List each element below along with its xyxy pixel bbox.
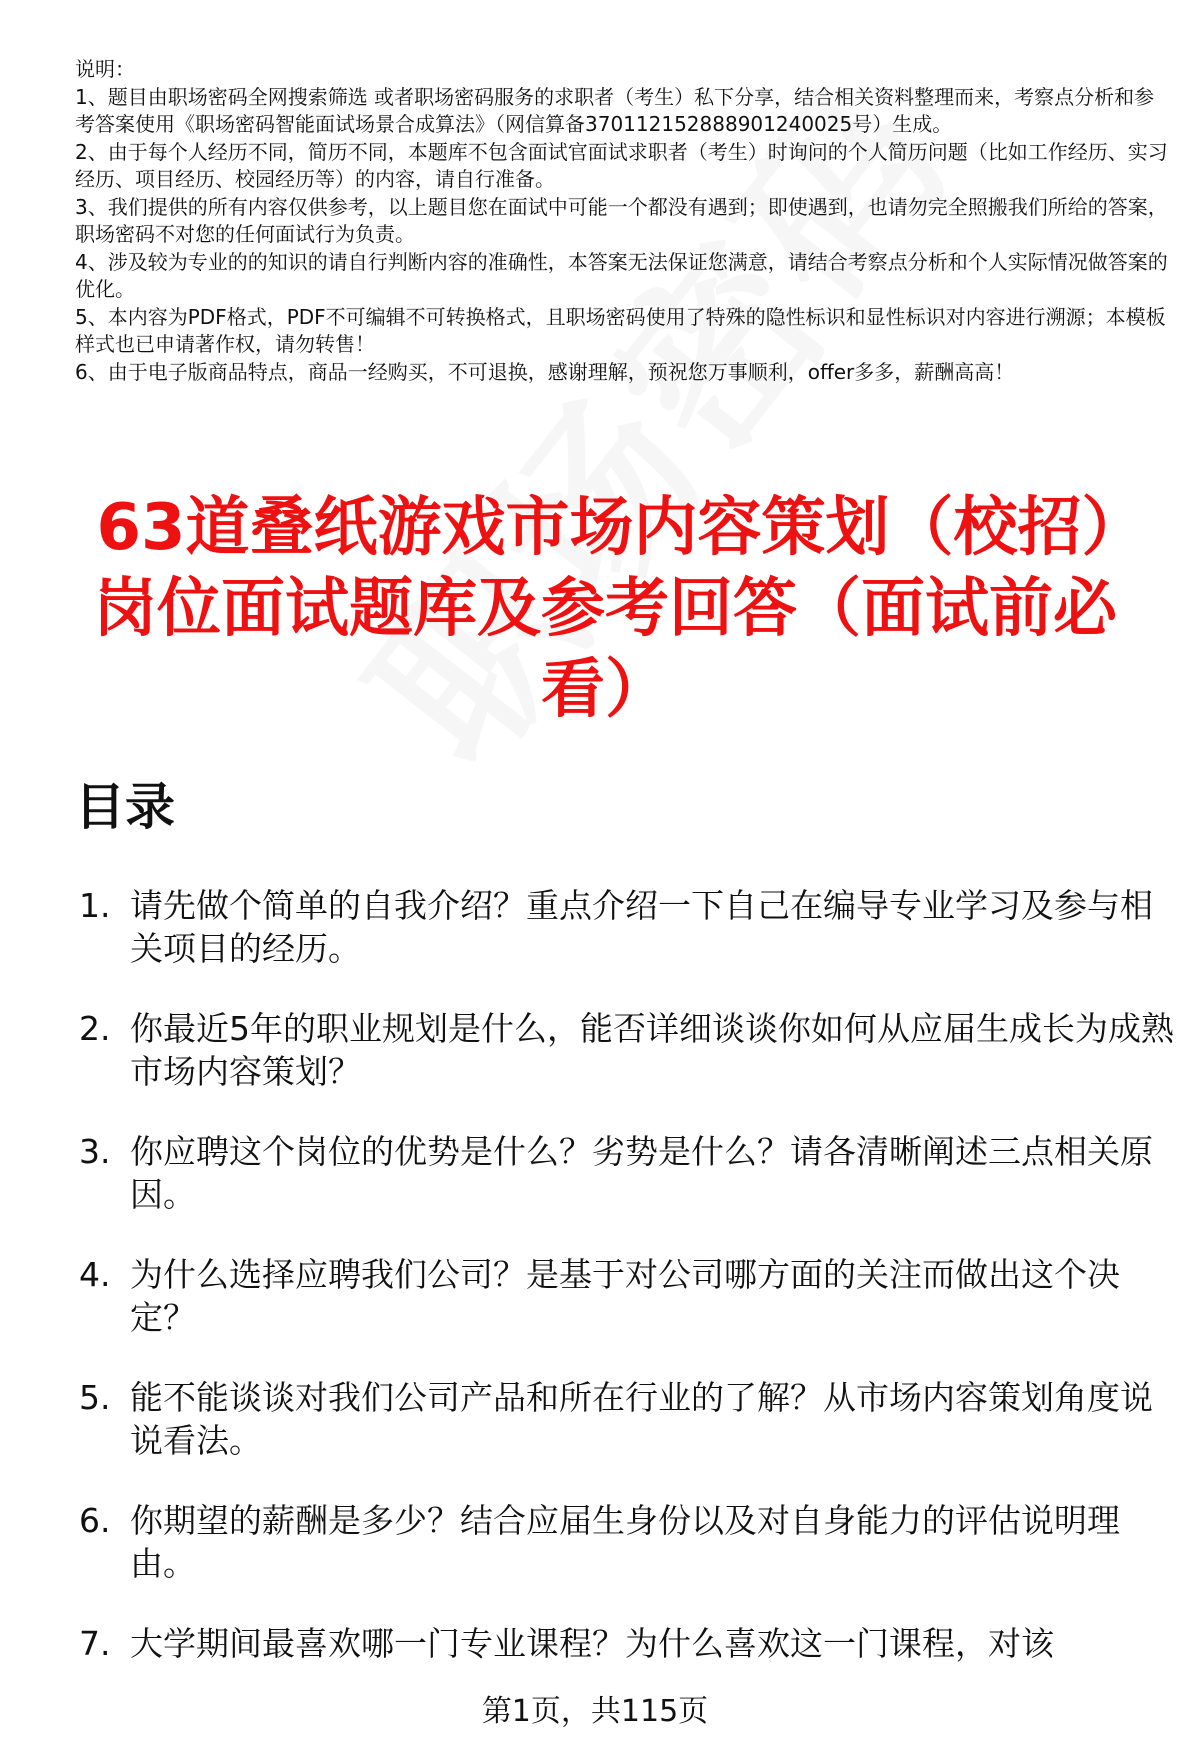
toc-item[interactable] [75,884,1175,970]
toc-list [75,884,1175,1702]
note-item-6: 6、由于电子版商品特点，商品一经购买，不可退换，感谢理解，预祝您万事顺利，offer多多，薪酬高高！ [75,359,1015,384]
toc-item-number: 6. [79,1501,111,1540]
toc-heading: 目录 [75,778,175,836]
toc-item-number: 2. [79,1009,111,1048]
toc-item[interactable] [75,1499,1175,1585]
toc-item-number: 3. [79,1132,111,1171]
toc-item[interactable] [75,1376,1175,1462]
toc-item[interactable] [75,1007,1175,1093]
toc-item-text: 为什么选择应聘我们公司？是基于对公司哪方面的关注而做出这个决定？ [130,1255,1120,1337]
toc-item-text: 大学期间最喜欢哪一门专业课程？为什么喜欢这一门课程，对该 [130,1624,1054,1663]
toc-item-text: 你应聘这个岗位的优势是什么？劣势是什么？请各清晰阐述三点相关原因。 [130,1132,1153,1214]
toc-item-text: 能不能谈谈对我们公司产品和所在行业的了解？从市场内容策划角度说说看法。 [130,1378,1153,1460]
toc-item[interactable] [75,1253,1175,1339]
toc-item-number: 5. [79,1378,111,1417]
toc-item-text: 你最近5年的职业规划是什么，能否详细谈谈你如何从应届生成长为成熟市场内容策划？ [130,1009,1174,1091]
note-item-2: 2、由于每个人经历不同，简历不同，本题库不包含面试官面试求职者（考生）时询问的个人简历问题（比如工作经历、实习经历、项目经历、校园经历等）的内容，请自行准备。 [75,139,1168,191]
note-item-5: 5、本内容为PDF格式，PDF不可编辑不可转换格式，且职场密码使用了特殊的隐性标识和显性标识对内容进行溯源；本模板样式也已申请著作权，请勿转售！ [75,304,1166,356]
notes-heading: 说明： [75,57,135,81]
toc-item-text: 你期望的薪酬是多少？结合应届生身份以及对自身能力的评估说明理由。 [130,1501,1120,1583]
note-item-4: 4、涉及较为专业的的知识的请自行判断内容的准确性，本答案无法保证您满意，请结合考察点分析和个人实际情况做答案的优化。 [75,249,1168,301]
note-item-3: 3、我们提供的所有内容仅供参考，以上题目您在面试中可能一个都没有遇到；即使遇到，也请勿完全照搬我们所给的答案，职场密码不对您的任何面试行为负责。 [75,194,1168,246]
document-title: 63道叠纸游戏市场内容策划（校招）岗位面试题库及参考回答（面试前必看） [93,491,1117,727]
toc-item-text: 请先做个简单的自我介绍？重点介绍一下自己在编导专业学习及参与相关项目的经历。 [130,886,1153,968]
disclaimer-notes [75,56,1170,386]
toc-item[interactable] [75,1622,1175,1665]
toc-item[interactable] [75,1130,1175,1216]
note-item-1: 1、题目由职场密码全网搜索筛选 或者职场密码服务的求职者（考生）私下分享，结合相关资料整理而来，考察点分析和参考答案使用《职场密码智能面试场景合成算法》（网信算备370112152888901240025号）生成。 [75,84,1155,136]
toc-item-number: 1. [79,886,111,925]
toc-item-number: 4. [79,1255,111,1294]
page-footer: 第1页，共115页 [481,1694,709,1729]
toc-item-number: 7. [79,1624,111,1663]
